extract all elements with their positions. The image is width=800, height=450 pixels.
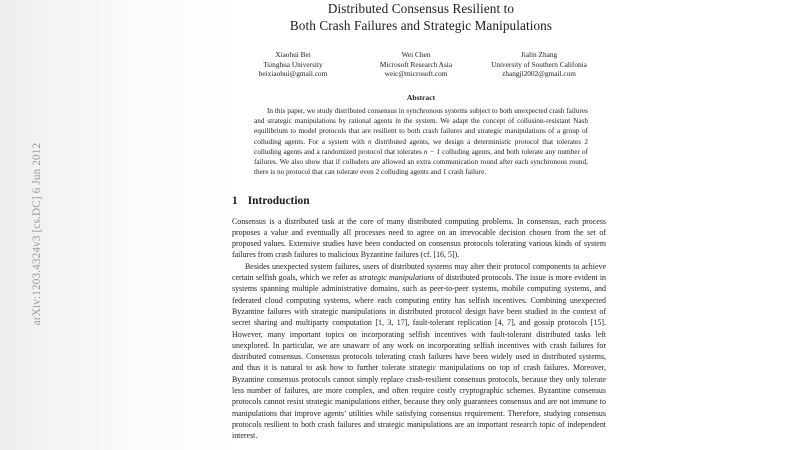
author-entry bbox=[478, 50, 600, 79]
author-entry bbox=[355, 50, 477, 79]
author-email: zhangjl2002@gmail.com bbox=[502, 69, 576, 79]
author-name: Jialin Zhang bbox=[520, 50, 558, 59]
abstract-body bbox=[254, 106, 588, 178]
author-name: Wei Chen bbox=[401, 50, 431, 59]
author-affiliation: Tsinghua University bbox=[263, 59, 323, 69]
abstract-text-2: distributed agents, we design a deterministic protocol that tolerates 2 colluding agents and a randomized protocol that tolerates bbox=[254, 137, 588, 156]
title-line-2: Both Crash Failures and Strategic Manipulations bbox=[289, 17, 553, 33]
section-title: Introduction bbox=[247, 194, 310, 207]
emphasized-term: strategic manipulations bbox=[359, 273, 435, 283]
paragraph-text: of distributed protocols. The issue is more evident in systems spanning multiple administrative domains, such as peer-to-peer systems, mobile computing systems, and federated cloud computing systems, where each computing entity has selfish incentives. Combining unexpected Byzantine failures with strategic manipulations in distributed protocol design have been studied in the context of secret sharing and multiparty computation [1, 3, 17], fault-tolerant replication [4, 7], and gossip protocols [15]. However, many important topics on incorporating selfish incentives with fault-tolerant distributed tasks left unexplored. In particular, we are unaware of any work on incorporating selfish incentives with crash failures for distributed consensus. Consensus protocols tolerating crash failures have been widely used in distributed systems, and thus it is natural to ask how to further tolerate strategic manipulations on top of crash failures. Moreover, Byzantine consensus protocols cannot simply replace crash-resilient consensus protocols, because they only tolerate less number of failures, are more complex, and often require costly cryptographic schemes. Byzantine consensus protocols cannot resist strategic manipulations either, because they only guarantees consensus and are not immune to manipulations that improve agents’ utilities while satisfying consensus requirement. Therefore, studying consensus protocols resilient to both crash failures and strategic manipulations are an important research topic of independent interest. bbox=[232, 273, 607, 441]
author-affiliation: Microsoft Research Asia bbox=[379, 59, 453, 69]
paragraph-intro-p1 bbox=[232, 216, 606, 261]
author-email: beixiaohui@gmail.com bbox=[258, 69, 328, 79]
author-email: weic@microsoft.com bbox=[384, 69, 448, 79]
body-paragraphs bbox=[232, 216, 610, 442]
page-title bbox=[232, 0, 610, 34]
author-entry bbox=[232, 50, 354, 79]
abstract-text-1: In this paper, we study distributed consensus in synchronous systems subject to both unexpected crash failures and strategic manipulations by rational agents in the system. We adapt the concept of collusion-resistant Nash equilibrium to model protocols that are resilient to both crash failures and strategic manipulations of a group of colluding agents. For a system with bbox=[254, 106, 588, 146]
abstract-text-3: colluding agents, and both tolerate any number of failures. We also show that if colluders are allowed an extra communication round after each synchronous round, there is no protocol that can tolerate even 2 colluding agents and 1 crash failure. bbox=[254, 147, 588, 177]
title-line-1: Distributed Consensus Resilient to bbox=[327, 1, 515, 16]
paragraph-intro-p2 bbox=[232, 261, 606, 442]
section-heading bbox=[232, 195, 610, 207]
paragraph-text: Consensus is a distributed task at the core of many distributed computing problems. In consensus, each process proposes a value and eventually all processes need to agree on an irrevocable decision chosen from the set of proposed values. Extensive studies have been conducted on consensus protocols tolerating various kinds of system failures from crash failures to malicious Byzantine failures (cf. [16, 5]). bbox=[232, 216, 606, 260]
section-number: 1 bbox=[232, 194, 238, 207]
author-affiliation: University of Southern Califonia bbox=[491, 59, 587, 69]
abstract-math-n: n bbox=[368, 137, 372, 146]
abstract-heading: Abstract bbox=[406, 92, 436, 102]
author-block bbox=[232, 50, 600, 79]
abstract-math-n-minus-1: n − 1 bbox=[423, 147, 441, 156]
paragraph-text: Besides unexpected system failures, users of distributed systems may alter their protocol components to achieve certain selfish goals, which we refer as bbox=[232, 261, 606, 283]
arxiv-stamp: arXiv:1203.4324v3 [cs.DC] 6 Jun 2012 bbox=[31, 142, 43, 326]
author-name: Xiaohui Bei bbox=[275, 50, 311, 59]
paper-column bbox=[232, 0, 610, 450]
